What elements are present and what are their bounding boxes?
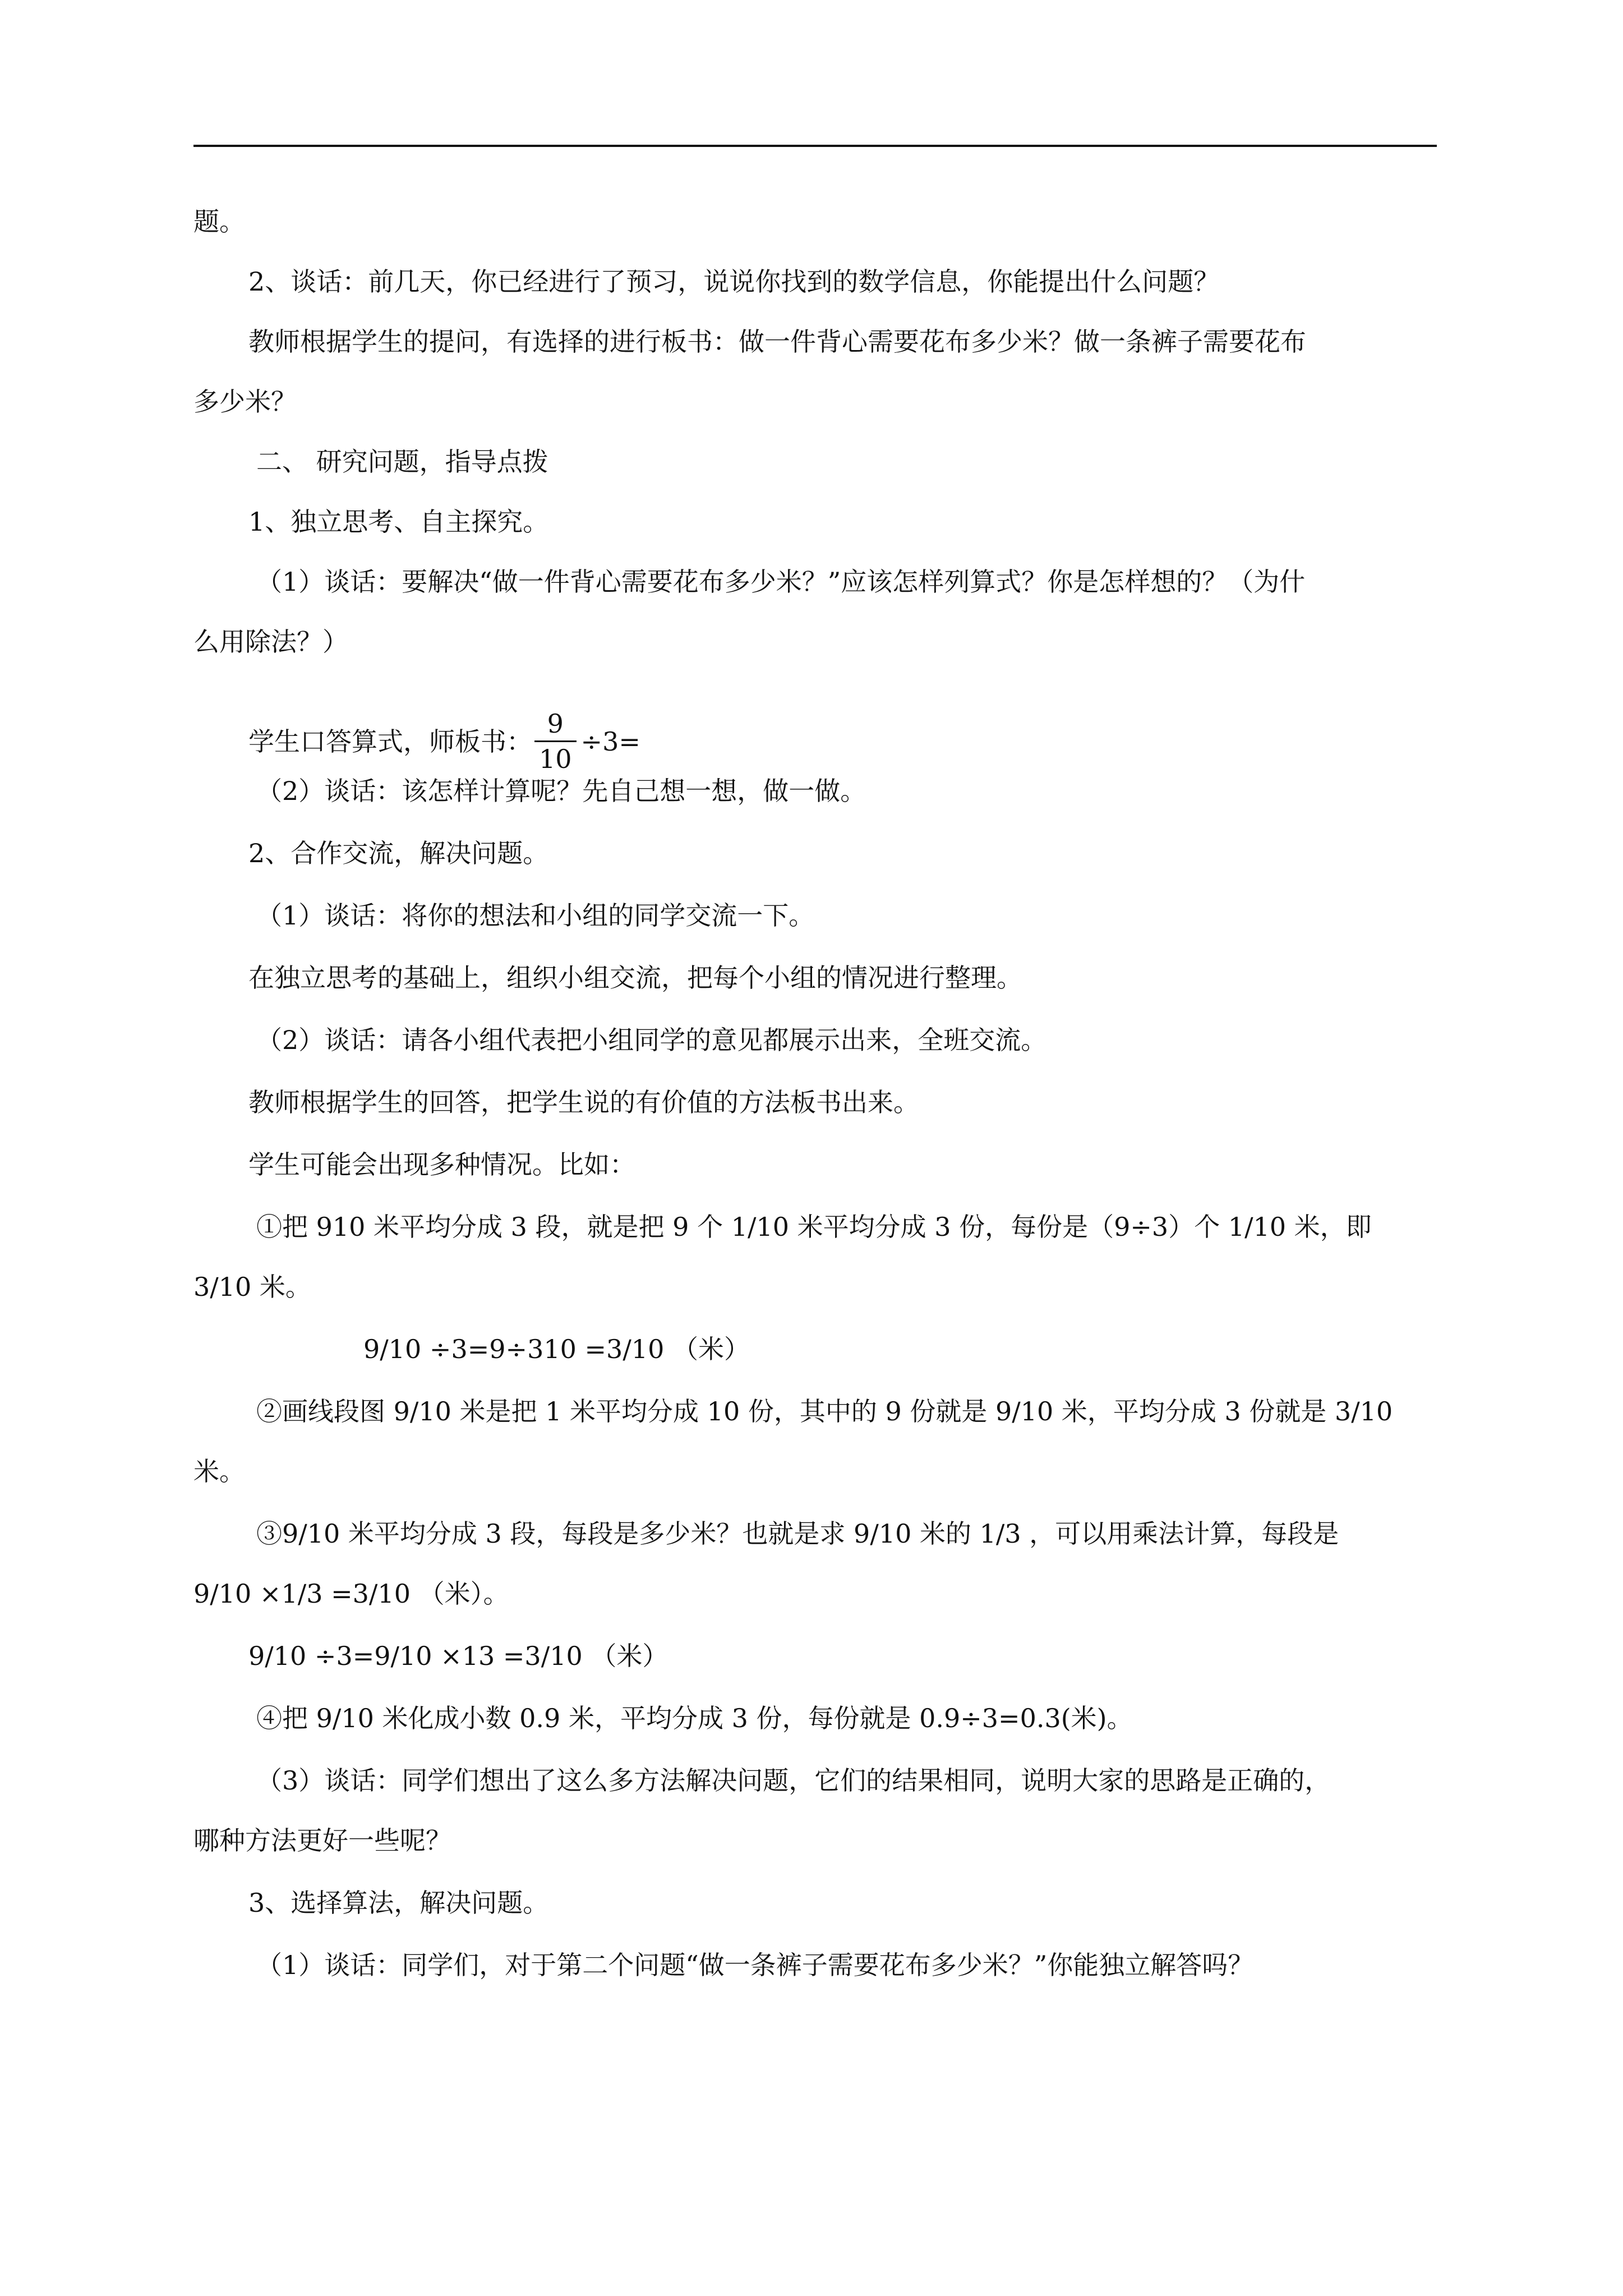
- text-line: （1）谈话：同学们，对于第二个问题“做一条裤子需要花布多少米？”你能独立解答吗？: [256, 1950, 1254, 1980]
- text-line: ④把 9/10 米化成小数 0.9 米，平均分成 3 份，每份就是 0.9÷3=0.3(米)。: [256, 1703, 1133, 1733]
- fraction: [534, 707, 577, 776]
- text-line: ②画线段图 9/10 米是把 1 米平均分成 10 份，其中的 9 份就是 9/10 米，平均分成 3 份就是 3/10: [256, 1396, 1393, 1427]
- text-line: 在独立思考的基础上，组织小组交流，把每个小组的情况进行整理。: [248, 963, 1022, 993]
- text-line: （2）谈话：请各小组代表把小组同学的意见都展示出来，全班交流。: [256, 1025, 1047, 1055]
- formula-prefix: 学生口答算式，师板书：: [248, 726, 532, 757]
- text-line: 哪种方法更好一些呢？: [193, 1825, 451, 1856]
- equation-line: 9/10 ×1/3 =3/10 （米）。: [193, 1579, 509, 1609]
- text-line: 1、独立思考、自主探究。: [248, 507, 549, 537]
- text-line: （1）谈话：要解决“做一件背心需要花布多少米？”应该怎样列算式？你是怎样想的？（为什: [256, 567, 1306, 597]
- text-line: （1）谈话：将你的想法和小组的同学交流一下。: [256, 900, 815, 931]
- formula-line: [248, 707, 640, 776]
- text-line: （3）谈话：同学们想出了这么多方法解决问题，它们的结果相同，说明大家的思路是正确的，: [256, 1765, 1331, 1796]
- text-line: 米。: [193, 1456, 245, 1487]
- text-line: （2）谈话：该怎样计算呢？先自己想一想，做一做。: [256, 776, 866, 806]
- text-line: 教师根据学生的回答，把学生说的有价值的方法板书出来。: [248, 1087, 919, 1117]
- text-line: ③9/10 米平均分成 3 段，每段是多少米？也就是求 9/10 米的 1/3 ，可以用乘法计算，每段是: [256, 1519, 1339, 1549]
- text-line: 学生可能会出现多种情况。比如：: [248, 1149, 635, 1180]
- equation-line: 9/10 ÷3=9÷310 =3/10 （米）: [363, 1334, 750, 1364]
- formula-suffix: ÷3=: [580, 726, 640, 757]
- text-line: ①把 910 米平均分成 3 段，就是把 9 个 1/10 米平均分成 3 份，每份是（9÷3）个 1/10 米，即: [256, 1212, 1372, 1242]
- section-heading: 二、 研究问题，指导点拨: [256, 447, 548, 477]
- text-line: 2、谈话：前几天，你已经进行了预习，说说你找到的数学信息，你能提出什么问题？: [248, 266, 1220, 297]
- text-line: 多少米？: [193, 386, 297, 417]
- fraction-numerator: 9: [547, 708, 564, 739]
- header-rule: [193, 145, 1437, 147]
- text-line: 么用除法？）: [193, 627, 348, 657]
- text-line: 题。: [193, 206, 245, 237]
- equation-line: 9/10 ÷3=9/10 ×13 =3/10 （米）: [248, 1641, 668, 1671]
- text-line: 2、合作交流，解决问题。: [248, 838, 549, 868]
- text-line: 3/10 米。: [193, 1272, 311, 1302]
- text-line: 3、选择算法，解决问题。: [248, 1888, 549, 1918]
- fraction-denominator: 10: [534, 740, 577, 776]
- text-line: 教师根据学生的提问，有选择的进行板书：做一件背心需要花布多少米？做一条裤子需要花布: [248, 326, 1306, 357]
